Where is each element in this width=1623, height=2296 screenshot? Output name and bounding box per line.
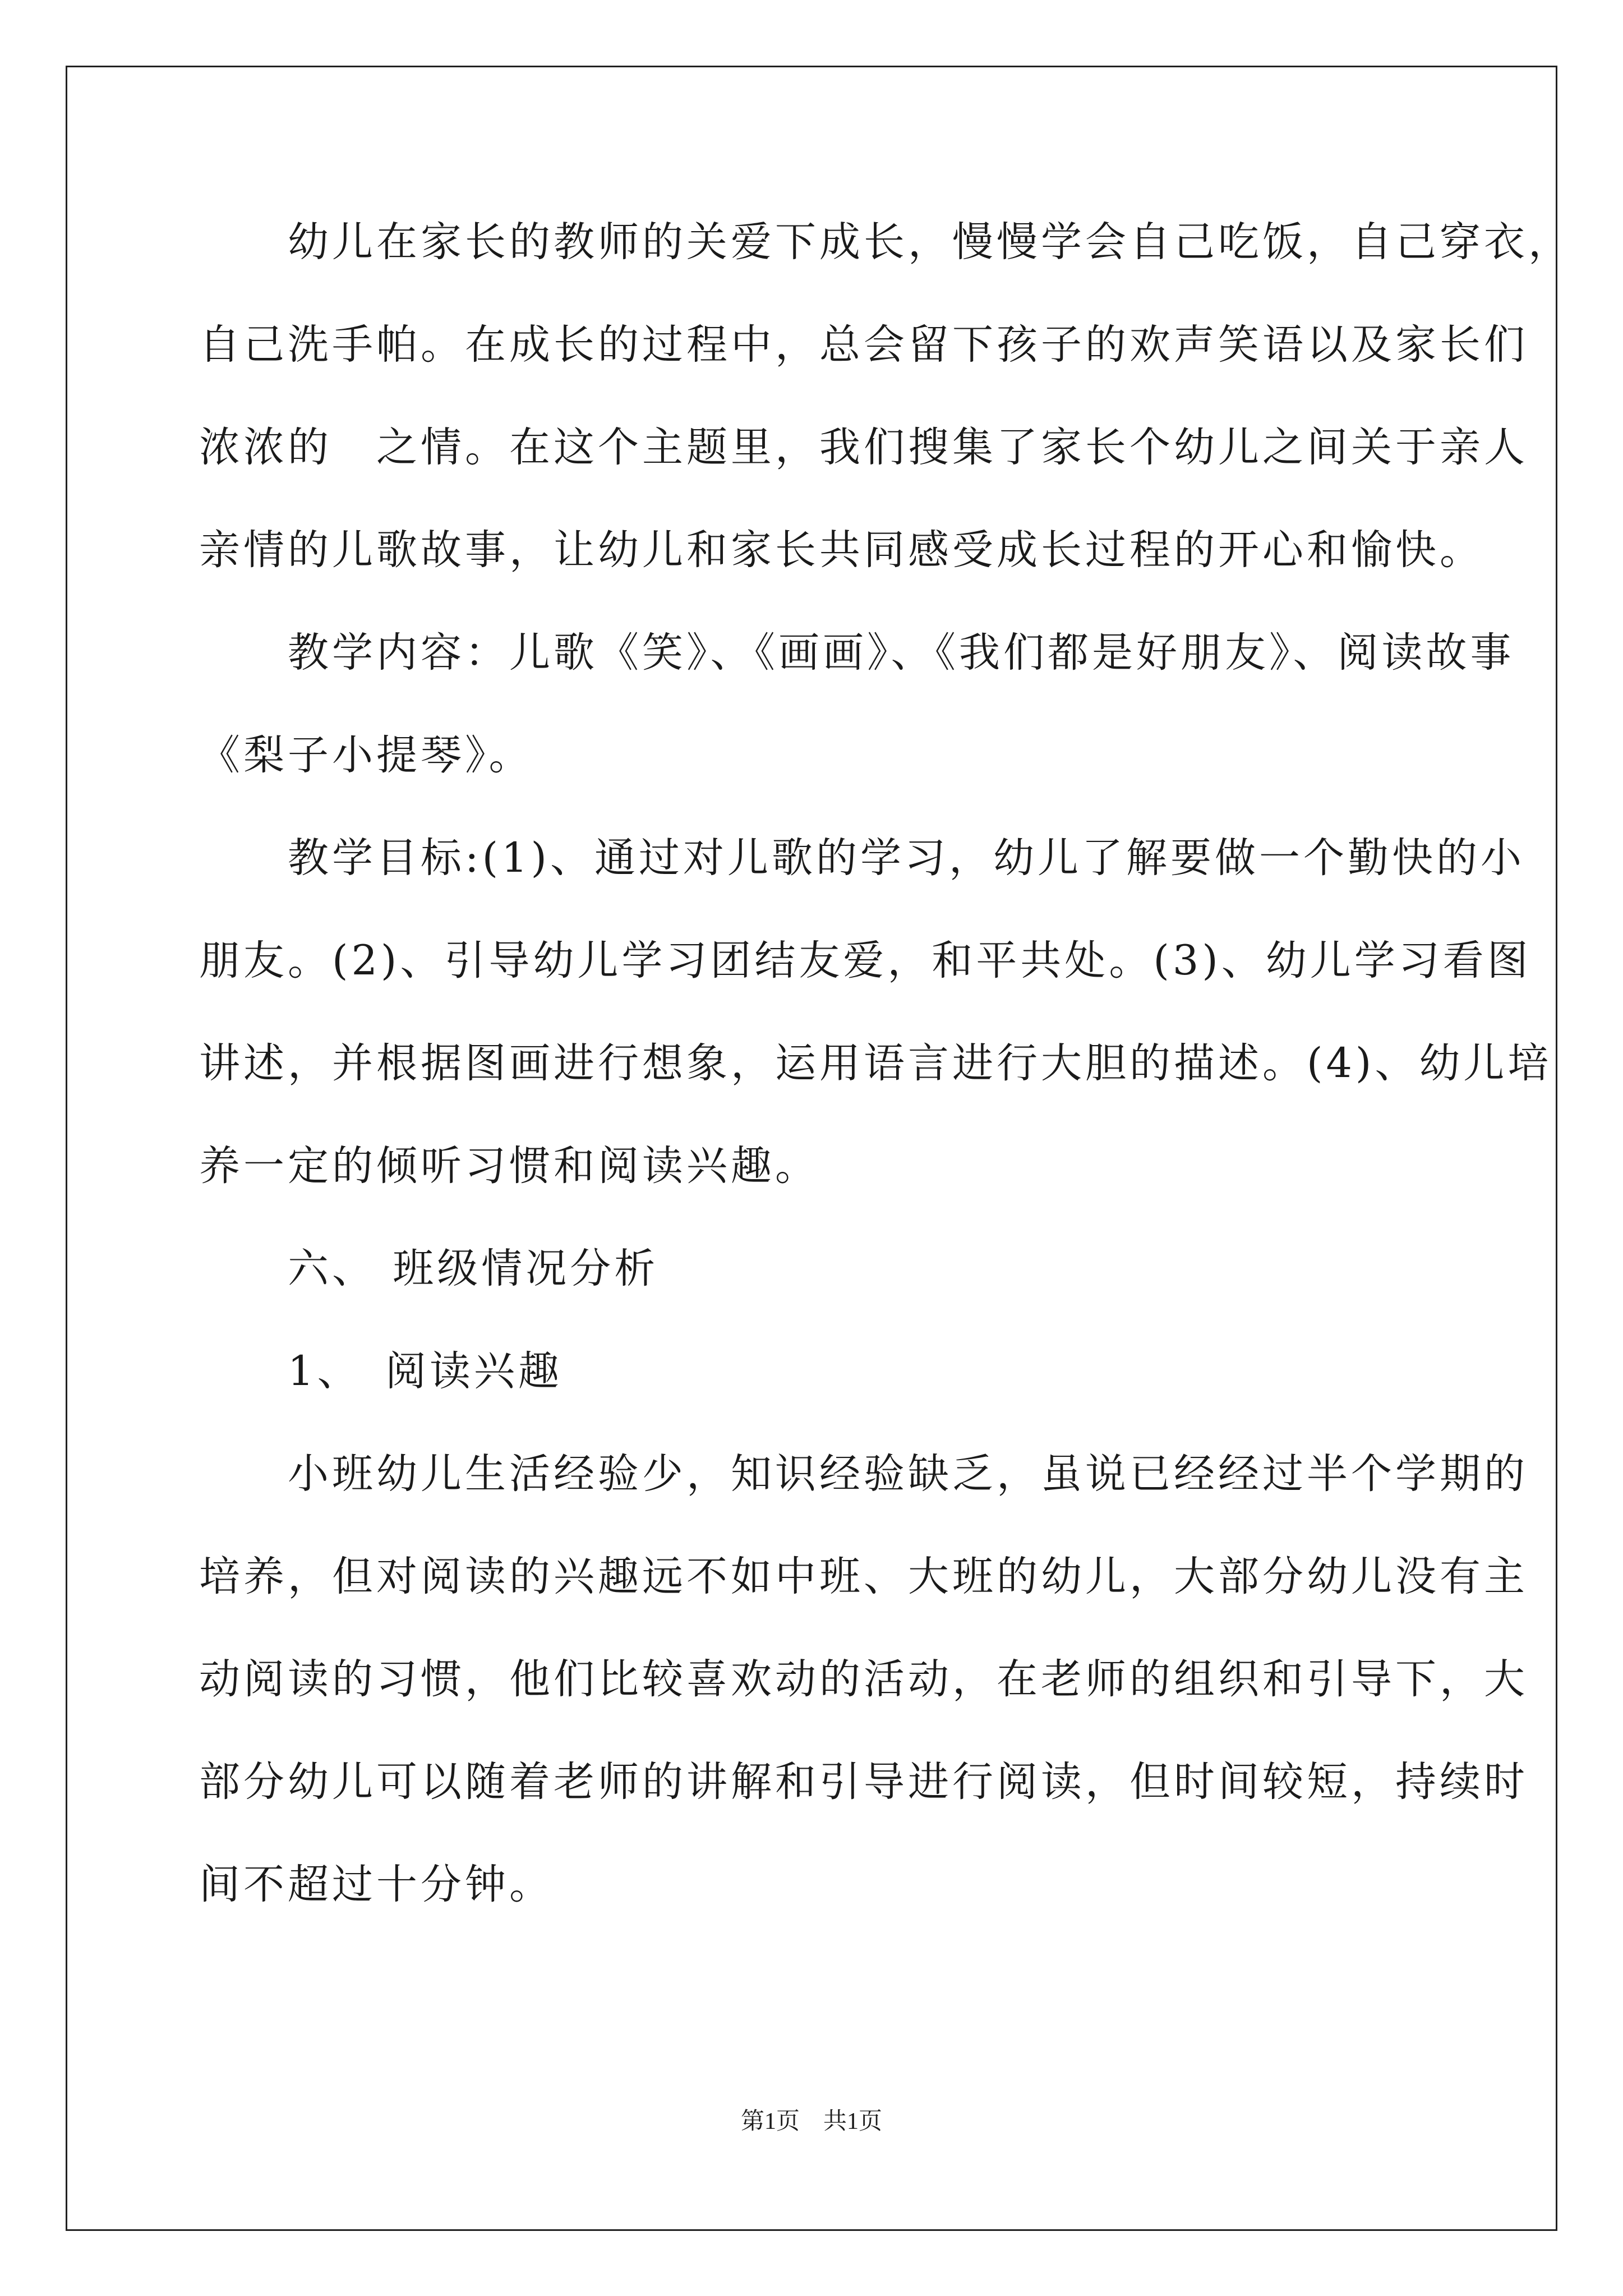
text-line: 动阅读的习惯，他们比较喜欢动的活动，在老师的组织和引导下，大	[199, 1655, 1528, 1703]
text-line: 教学内容：儿歌《笑》、《画画》、《我们都是好朋友》、阅读故事	[199, 629, 1515, 677]
text-line: 讲述，并根据图画进行想象，运用语言进行大胆的描述。(4)、幼儿培	[199, 1039, 1552, 1087]
page-footer: 第1页 共1页	[740, 2109, 882, 2134]
text-line: 间不超过十分钟。	[199, 1861, 554, 1908]
text-line: 亲情的儿歌故事，让幼儿和家长共同感受成长过程的开心和愉快。	[199, 526, 1484, 574]
text-line: 培养，但对阅读的兴趣远不如中班、大班的幼儿，大部分幼儿没有主	[199, 1553, 1528, 1600]
text-line: 《梨子小提琴》。	[199, 731, 533, 779]
text-line: 自己洗手帕。在成长的过程中，总会留下孩子的欢声笑语以及家长们	[199, 321, 1528, 369]
text-line: 教学目标:(1)、通过对儿歌的学习，幼儿了解要做一个勤快的小	[199, 834, 1525, 882]
subsection-heading: 1、 阅读兴趣	[199, 1347, 562, 1395]
section-heading: 六、 班级情况分析	[199, 1245, 659, 1292]
text-line: 朋友。(2)、引导幼儿学习团结友爱，和平共处。(3)、幼儿学习看图	[199, 937, 1532, 984]
text-line: 小班幼儿生活经验少，知识经验缺乏，虽说已经经过半个学期的	[199, 1450, 1528, 1498]
text-line: 部分幼儿可以随着老师的讲解和引导进行阅读，但时间较短，持续时	[199, 1758, 1528, 1806]
text-line: 浓浓的 之情。在这个主题里，我们搜集了家长个幼儿之间关于亲人	[199, 424, 1528, 471]
text-line: 幼儿在家长的教师的关爱下成长，慢慢学会自己吃饭，自己穿衣，	[199, 218, 1573, 266]
text-line: 养一定的倾听习惯和阅读兴趣。	[199, 1142, 819, 1190]
